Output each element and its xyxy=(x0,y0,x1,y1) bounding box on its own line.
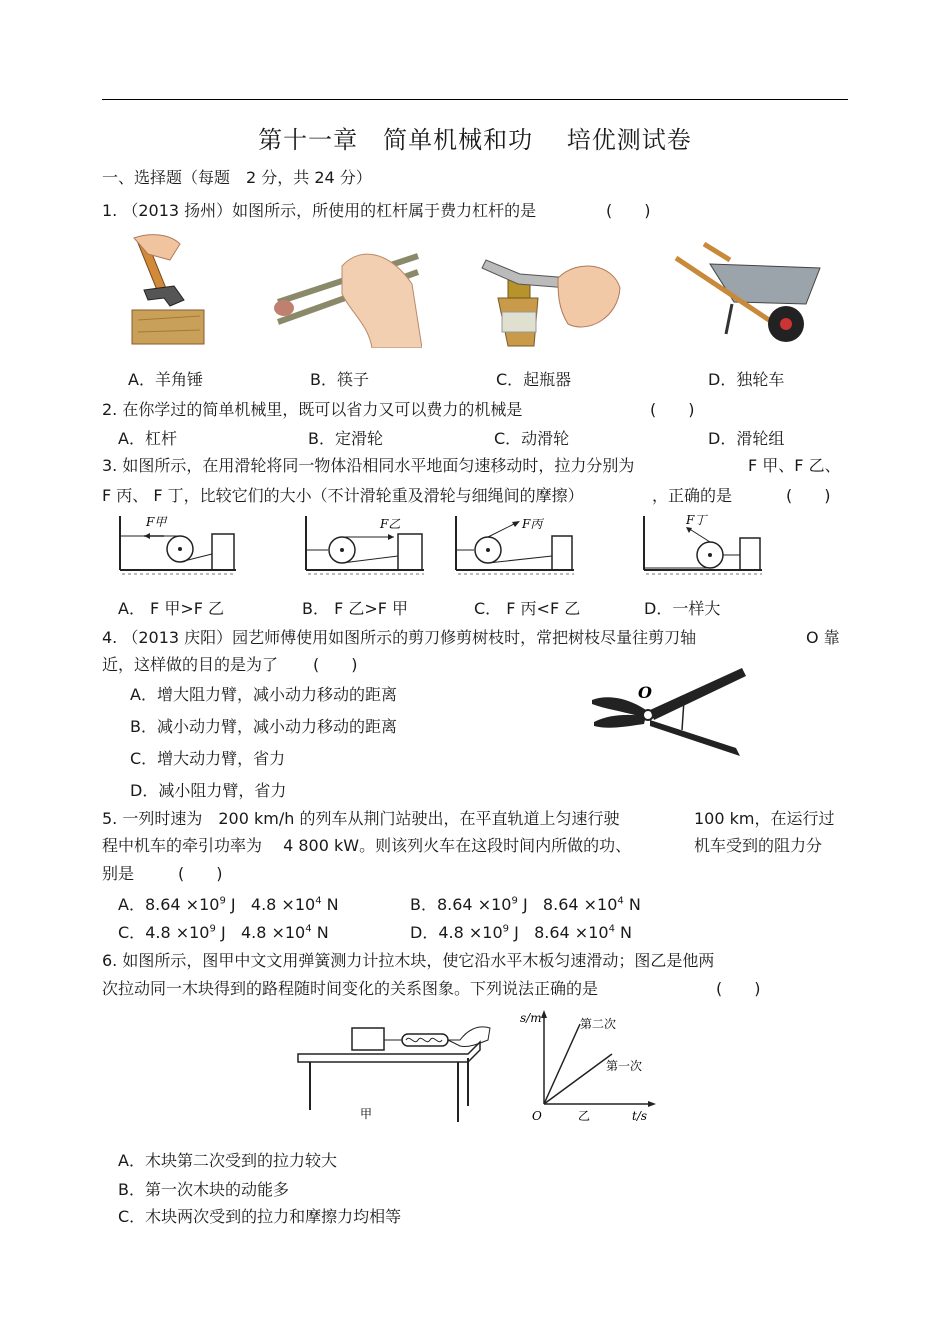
q4-option-d[interactable]: D．减小阻力臂，省力 xyxy=(130,781,287,800)
q4-option-c[interactable]: C．增大动力臂，省力 xyxy=(130,749,286,768)
bottle-opener-figure xyxy=(478,238,622,348)
q3-stem-line1-end: F 甲、F 乙、 xyxy=(748,456,841,475)
pulley-label-d: F丁 xyxy=(686,513,707,527)
q3-bracket: ( ) xyxy=(786,486,831,505)
q3-option-c[interactable]: C． F 丙<F 乙 xyxy=(474,599,581,618)
q6-option-a[interactable]: A．木块第二次受到的拉力较大 xyxy=(118,1151,337,1170)
q4-bracket: ( ) xyxy=(313,655,358,674)
graph-ylabel: s/m xyxy=(520,1011,542,1025)
q5-option-a[interactable]: A．$8.64 \times 10^9$ J $4.8 \times 10^4$ N xyxy=(118,895,339,914)
graph-line-second: 第二次 xyxy=(580,1017,617,1031)
q1-bracket: ( ) xyxy=(606,201,651,220)
spring-scale-figure xyxy=(290,1010,500,1126)
pulley-figure-b xyxy=(298,512,428,580)
q4-stem-line2: 近，这样做的目的是为了 xyxy=(102,655,279,674)
q4-option-a[interactable]: A．增大阻力臂，减小动力移动的距离 xyxy=(130,685,397,704)
q2-option-c[interactable]: C．动滑轮 xyxy=(494,429,570,448)
q1-option-d[interactable]: D．独轮车 xyxy=(708,370,785,389)
q3-stem-line1: 3. 如图所示，在用滑轮将同一物体沿相同水平地面匀速移动时，拉力分别为 xyxy=(102,456,635,475)
q3-option-b[interactable]: B． F 乙>F 甲 xyxy=(302,599,409,618)
q1-option-b[interactable]: B．筷子 xyxy=(310,370,369,389)
q2-option-a[interactable]: A．杠杆 xyxy=(118,429,177,448)
graph-origin: O xyxy=(532,1109,542,1123)
q3-option-d[interactable]: D．一样大 xyxy=(644,599,721,618)
q5-line2-end: 机车受到的阻力分 xyxy=(694,836,823,855)
q6-option-b[interactable]: B．第一次木块的动能多 xyxy=(118,1180,289,1199)
q5-bracket: ( ) xyxy=(178,864,223,883)
fig-a-label: 甲 xyxy=(360,1107,373,1121)
page-title: 第十一章 简单机械和功 培优测试卷 xyxy=(258,126,692,154)
q6-line1: 6. 如图所示，图甲中文文用弹簧测力计拉木块，使它沿水平木板匀速滑动；图乙是他两 xyxy=(102,951,715,970)
q5-line1-end: 100 km，在运行过 xyxy=(694,809,835,828)
q1-option-a[interactable]: A．羊角锤 xyxy=(128,370,203,389)
q3-stem-line2: F 丙、 F 丁，比较它们的大小（不计滑轮重及滑轮与细绳间的摩擦） xyxy=(102,486,584,505)
q5-line1: 5. 一列时速为 200 km/h 的列车从荆门站驶出，在平直轨道上匀速行驶 xyxy=(102,809,620,828)
q5-line3: 别是 xyxy=(102,864,135,883)
pulley-label-c: F丙 xyxy=(522,517,543,531)
chopsticks-figure xyxy=(272,244,422,348)
pulley-label-a: F甲 xyxy=(146,515,167,529)
hammer-figure xyxy=(130,232,208,346)
q2-bracket: ( ) xyxy=(650,400,695,419)
wheelbarrow-figure xyxy=(674,240,824,348)
pulley-label-b: F乙 xyxy=(380,517,401,531)
q6-option-c[interactable]: C．木块两次受到的拉力和摩擦力均相等 xyxy=(118,1207,402,1226)
q4-option-b[interactable]: B．减小动力臂，减小动力移动的距离 xyxy=(130,717,397,736)
q4-stem-line1: 4. （2013 庆阳）园艺师傅使用如图所示的剪刀修剪树枝时，常把树枝尽量往剪刀轴 xyxy=(102,628,697,647)
q6-bracket: ( ) xyxy=(716,979,761,998)
q4-stem-line1-end: O 靠 xyxy=(806,628,840,647)
distance-time-graph xyxy=(520,1008,662,1128)
q1-option-c[interactable]: C．起瓶器 xyxy=(496,370,572,389)
pruning-shears-figure xyxy=(588,660,748,760)
section-heading: 一、选择题（每题 2 分，共 24 分） xyxy=(102,168,372,187)
q2-option-d[interactable]: D．滑轮组 xyxy=(708,429,785,448)
fig-b-label: 乙 xyxy=(578,1109,591,1123)
q3-stem-line2-end: ，正确的是 xyxy=(652,486,733,505)
q5-option-d[interactable]: D．$4.8 \times 10^9$ J $8.64 \times 10^4$ N xyxy=(410,923,632,942)
pulley-figure-c xyxy=(450,512,578,580)
q3-option-a[interactable]: A． F 甲>F 乙 xyxy=(118,599,225,618)
q6-line2: 次拉动同一木块得到的路程随时间变化的关系图象。下列说法正确的是 xyxy=(102,979,599,998)
q2-option-b[interactable]: B．定滑轮 xyxy=(308,429,383,448)
q5-line2: 程中机车的牵引功率为 4 800 kW。则该列火车在这段时间内所做的功、 xyxy=(102,836,632,855)
pivot-label: O xyxy=(638,683,652,702)
q2-stem: 2. 在你学过的简单机械里，既可以省力又可以费力的机械是 xyxy=(102,400,523,419)
top-rule xyxy=(102,99,848,100)
q5-option-b[interactable]: B．$8.64 \times 10^9$ J $8.64 \times 10^4$ N xyxy=(410,895,641,914)
graph-xlabel: t/s xyxy=(632,1109,648,1123)
pulley-figure-d xyxy=(636,512,766,582)
graph-line-first: 第一次 xyxy=(606,1059,643,1073)
q1-stem: 1. （2013 扬州）如图所示，所使用的杠杆属于费力杠杆的是 xyxy=(102,201,537,220)
pulley-figure-a xyxy=(112,512,240,580)
q5-option-c[interactable]: C．$4.8 \times 10^9$ J $4.8 \times 10^4$ N xyxy=(118,923,329,942)
